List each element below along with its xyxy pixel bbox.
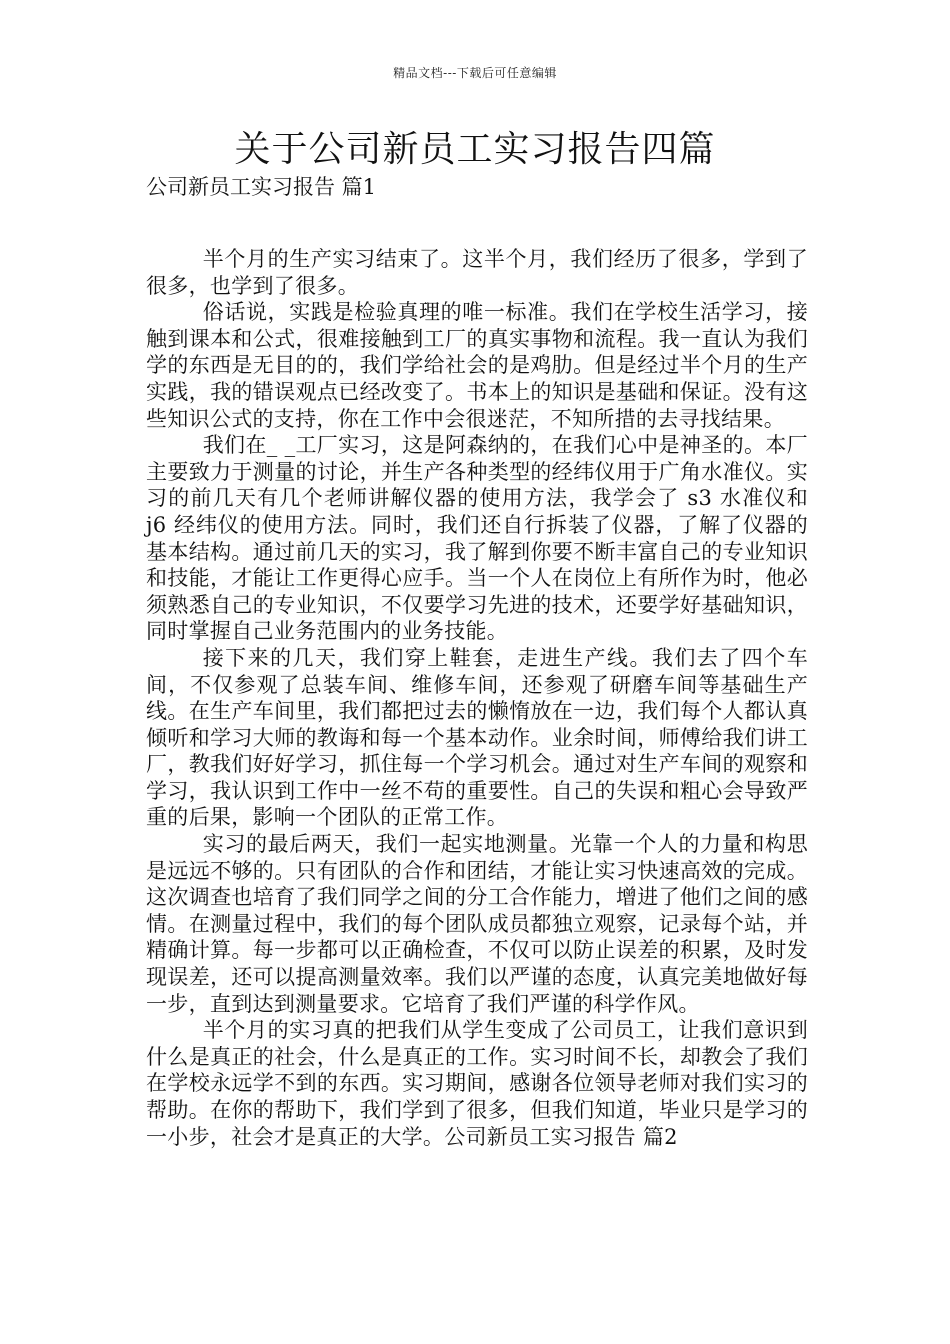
- body-text: [146, 246, 808, 1150]
- paragraph: 我们在_ _工厂实习，这是阿森纳的，在我们心中是神圣的。本厂主要致力于测量的讨论，并生产各种类型的经纬仪用于广角水准仪。实习的前几天有几个老师讲解仪器的使用方法，我学会了 s3 水准仪和 j6 经纬仪的使用方法。同时，我们还自行拆装了仪器，了解了仪器的基本结构。通过前几天的实习，我了解到你要不断丰富自己的专业知识和技能，才能让工作更得心应手。当一个人在岗位上有所作为时，他必须熟悉自己的专业知识，不仅要学习先进的技术，还要学好基础知识，同时掌握自己业务范围内的业务技能。: [146, 433, 808, 644]
- paragraph: 半个月的实习真的把我们从学生变成了公司员工，让我们意识到什么是真正的社会，什么是真正的工作。实习时间不长，却教会了我们在学校永远学不到的东西。实习期间，感谢各位领导老师对我们实习的帮助。在你的帮助下，我们学到了很多，但我们知道，毕业只是学习的一小步，社会才是真正的大学。公司新员工实习报告 篇2: [146, 1018, 808, 1149]
- paragraph: 实习的最后两天，我们一起实地测量。光靠一个人的力量和构思是远远不够的。只有团队的合作和团结，才能让实习快速高效的完成。这次调查也培育了我们同学之间的分工合作能力，增进了他们之间的感情。在测量过程中，我们的每个团队成员都独立观察，记录每个站，并精确计算。每一步都可以正确检查，不仅可以防止误差的积累，及时发现误差，还可以提高测量效率。我们以严谨的态度，认真完美地做好每一步，直到达到测量要求。它培育了我们严谨的科学作风。: [146, 832, 808, 1016]
- paragraph: 俗话说，实践是检验真理的唯一标准。我们在学校生活学习，接触到课本和公式，很难接触到工厂的真实事物和流程。我一直认为我们学的东西是无目的的，我们学给社会的是鸡肋。但是经过半个月的生产实践，我的错误观点已经改变了。书本上的知识是基础和保证。没有这些知识公式的支持，你在工作中会很迷茫，不知所措的去寻找结果。: [146, 300, 808, 431]
- paragraph: 半个月的生产实习结束了。这半个月，我们经历了很多，学到了很多，也学到了很多。: [146, 247, 808, 298]
- document-title: 关于公司新员工实习报告四篇: [234, 129, 716, 170]
- section-heading: 公司新员工实习报告 篇1: [146, 175, 377, 199]
- header-note: 精品文档---下载后可任意编辑: [393, 66, 557, 80]
- paragraph: 接下来的几天，我们穿上鞋套，走进生产线。我们去了四个车间，不仅参观了总装车间、维修车间，还参观了研磨车间等基础生产线。在生产车间里，我们都把过去的懒惰放在一边，我们每个人都认真倾听和学习大师的教诲和每一个基本动作。业余时间，师傅给我们讲工厂，教我们好好学习，抓住每一个学习机会。通过对生产车间的观察和学习，我认识到工作中一丝不苟的重要性。自己的失误和粗心会导致严重的后果，影响一个团队的正常工作。: [146, 645, 808, 830]
